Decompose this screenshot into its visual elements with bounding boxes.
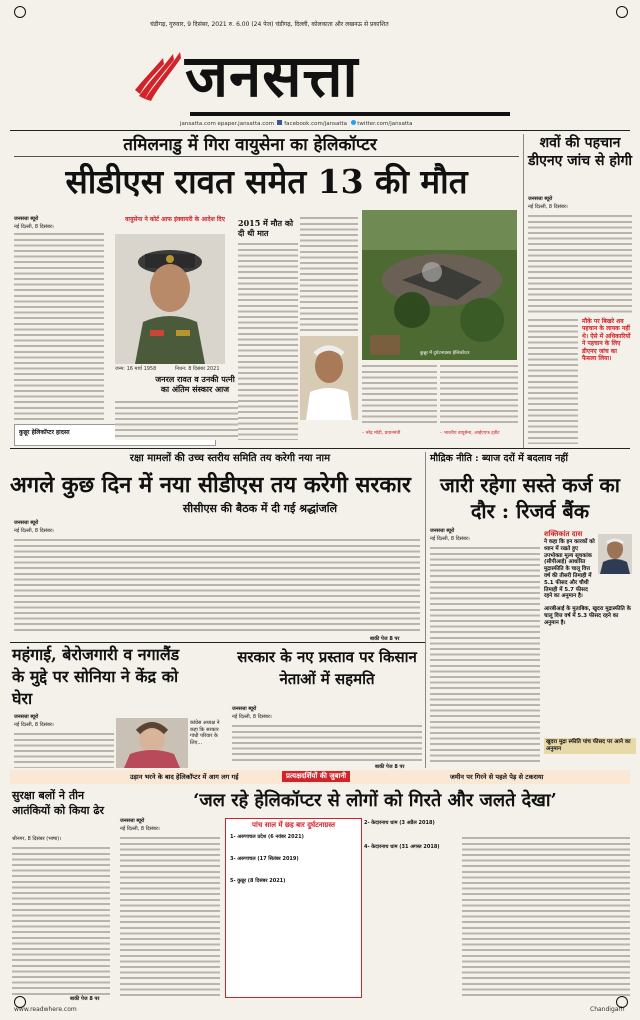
sonia-portrait [116, 718, 188, 768]
rbi-dateline: नई दिल्ली, 8 दिसंबर। [430, 536, 470, 542]
modi-quote [362, 364, 437, 424]
lead-bottom-link: कुन्नूर हेलिकॉप्टर हादसा [19, 429, 70, 436]
cds-kicker: रक्षा मामलों की उच्च स्तरीय समिति तय करेगी नया नाम [129, 453, 331, 464]
rbi-headline: जारी रहेगा सस्ते कर्ज का दौर : रिजर्व बैंक [440, 473, 620, 523]
facebook-icon [277, 120, 282, 125]
twitter-link[interactable]: twitter.com/jansatta [357, 121, 413, 127]
dna-byline: जनसत्ता ब्यूरो [528, 196, 553, 202]
funeral-heading: जनरल रावत व उनकी पत्नी का अंतिम संस्कार आज [155, 374, 235, 394]
dna-dateline: नई दिल्ली, 8 दिसंबर। [528, 204, 568, 210]
eyewitness-body-2 [462, 836, 630, 996]
rbi-byline: जनसत्ता ब्यूरो [430, 528, 455, 534]
rbi-body [430, 546, 540, 762]
lead-body-col1 [14, 232, 104, 420]
eyewitness-dateline: नई दिल्ली, 8 दिसंबर। [120, 826, 160, 832]
lead-dateline: नई दिल्ली, 8 दिसंबर। [14, 224, 54, 230]
accidents-box [225, 818, 362, 998]
farmers-byline: जनसत्ता ब्यूरो [232, 706, 257, 712]
facebook-link[interactable]: facebook.com/jansatta [284, 121, 348, 127]
sonia-headline: महंगाई, बेरोजगारी व नगालैंड के मुद्दे पर सोनिया ने केंद्र को घेरा [12, 645, 180, 708]
lead-kicker-rule [14, 156, 519, 157]
militants-headline: सुरक्षा बलों ने तीन आतंकियों को किया ढेर [12, 789, 105, 817]
masthead-dateline: चंडीगढ़, गुरुवार, 9 दिसंबर, 2021 रु. 6.00 (24 पेज) चंडीगढ़, दिल्ली, कोलकाता और लखनऊ से प्रकाशित [150, 21, 389, 28]
rbi-side-bottom: खुदरा मुद्रा स्फीति पांच फीसद पर आने का अनुमान [544, 738, 636, 754]
cds-dateline: नई दिल्ली, 8 दिसंबर। [14, 528, 54, 534]
dna-body-a [528, 214, 632, 316]
lead-kicker: तमिलनाडु में गिरा वायुसेना का हेलिकॉप्टर [123, 135, 377, 155]
story3-rule [425, 452, 426, 768]
funeral-body [115, 400, 240, 440]
rawat-birth: जन्म: 16 मार्च 1958 [115, 366, 157, 372]
cds-subheading: सीसीएस की बैठक में दी गई श्रद्धांजलि [182, 502, 338, 515]
registration-mark-top-right [616, 6, 628, 18]
footer-left[interactable]: www.readwhere.com [14, 1006, 77, 1013]
cds-jump: बाकी पेज 8 पर [370, 636, 400, 642]
sonia-body [14, 732, 114, 768]
logo-bar [190, 112, 510, 116]
strip-right: जमीन पर गिरने से पहले पेड़ से टकराया [450, 773, 544, 781]
dna-callout: मौके पर बिखरे शव पहचान के लायक नहीं थे। ऐसे में अधिकारियों ने पहचान के लिए डीएनए जांच का फैसला लिया। [582, 318, 631, 363]
militants-body [12, 846, 110, 996]
web-link[interactable]: jansatta.com epaper.jansatta.com [180, 121, 274, 127]
strip-center: प्रत्यक्षदर्शियों की जुबानी [282, 771, 350, 782]
militants-jump: बाकी पेज 8 पर [70, 996, 100, 1002]
dna-headline: शवों की पहचान डीएनए जांच से होगी [528, 135, 632, 169]
registration-mark-bottom-left [14, 996, 26, 1008]
crash-site-photo [362, 210, 517, 360]
survived-2015-heading: 2015 में मौत को दी थी मात [238, 218, 294, 238]
rbi-kicker: मौद्रिक नीति : ब्याज दरों में बदलाव नहीं [430, 453, 568, 464]
modi-quote-author: – नरेंद्र मोदी, प्रधानमंत्री [362, 431, 401, 436]
registration-mark-top-left [14, 6, 26, 18]
das-portrait [598, 534, 632, 574]
masthead-rule [10, 130, 630, 131]
cds-headline: अगले कुछ दिन में नया सीडीएस तय करेगी सरकार [10, 472, 411, 498]
farmers-jump: बाकी पेज 8 पर [375, 764, 405, 770]
farmers-body [232, 724, 422, 764]
strip-left: उड़ान भरने के बाद हेलिकॉप्टर में आग लग गई [130, 773, 239, 781]
logo-flame-icon [135, 44, 185, 104]
lead-byline: जनसत्ता ब्यूरो [14, 216, 39, 222]
eyewitness-byline: जनसत्ता ब्यूरो [120, 818, 145, 824]
section-rule-2 [10, 642, 425, 643]
das-quote-2: आरबीआई के मुताबिक, खुदरा मुद्रास्फीति के चालू वित्त वर्ष में 5.3 फीसद रहने का अनुमान है। [544, 606, 631, 626]
sonia-byline: जनसत्ता ब्यूरो [14, 714, 39, 720]
registration-mark-bottom-right [616, 996, 628, 1008]
survived-2015-body [238, 242, 298, 440]
section-rule-1 [10, 448, 630, 449]
lead-headline: सीडीएस रावत समेत 13 की मौत [65, 162, 468, 201]
eyewitness-strip [10, 770, 630, 784]
cds-byline: जनसत्ता ब्यूरो [14, 520, 39, 526]
dna-body-b [528, 318, 578, 444]
sonia-dateline: नई दिल्ली, 8 दिसंबर। [14, 722, 54, 728]
das-quote: ने कहा कि इन कारकों को ध्यान में रखते हुए उपभोक्ता मूल्य सूचकांक (सीपीआई) आधारित मुद्रास्फीति के चालू वित्त वर्ष की तीसरी तिमाही में 5.1 फीसद और चौथी तिमाही में 5.7 फीसद रहने का अनुमान है। [544, 539, 595, 600]
accident-item: 2- केदारनाथ धाम (3 अप्रैल 2018) [364, 820, 435, 826]
crash-photo-caption: कुन्नूर में दुर्घटनाग्रस्त हेलिकॉप्टर [420, 351, 470, 356]
right-column-rule [523, 134, 524, 449]
militants-dateline: श्रीनगर, 8 दिसंबर (भाषा)। [12, 836, 62, 842]
iaf-quote-author: – भारतीय वायुसेना, आईएएफ ट्वीट [440, 431, 500, 436]
sonia-photo-caption: कांग्रेस अध्यक्ष ने कहा कि सरकार गांधी परिवार के लिए... [190, 720, 220, 746]
footer-right: Chandigarh [590, 1006, 625, 1013]
masthead-links [180, 120, 480, 127]
masthead-logo: जनसत्ता [185, 42, 359, 110]
rawat-portrait [115, 234, 225, 364]
accidents-box-2 [364, 818, 460, 996]
accidents-box-title: पांच साल में छह बार दुर्घटनाग्रस्त [252, 821, 335, 829]
accident-item: 4- केदारनाथ धाम (31 अगस्त 2018) [364, 844, 440, 850]
accident-item: 1- अरुणाचल प्रदेश (6 नवंबर 2021) [230, 834, 304, 840]
farmers-headline: सरकार के नए प्रस्ताव पर किसान नेताओं में सहमति [237, 648, 417, 688]
lead-photo-caption-top: वायुसेना ने कोर्ट आफ इंक्वायरी के आदेश दिए [125, 216, 225, 223]
rawat-death: निधन: 8 दिसंबर 2021 [175, 366, 220, 372]
accident-item: 5- कुन्नूर (8 दिसंबर 2021) [230, 878, 286, 884]
kovind-portrait [300, 336, 358, 420]
farmers-dateline: नई दिल्ली, 8 दिसंबर। [232, 714, 272, 720]
twitter-icon [351, 120, 356, 125]
eyewitness-headline: ‘जल रहे हेलिकॉप्टर से लोगों को गिरते और जलते देखा’ [193, 790, 557, 811]
iaf-quote [440, 364, 518, 424]
accident-item: 3- अरुणाचल (17 सितंबर 2019) [230, 856, 299, 862]
eyewitness-body-1 [120, 836, 220, 996]
cds-body [14, 538, 420, 634]
lead-body-col4 [300, 216, 358, 332]
das-name: शक्तिकांत दास [544, 530, 583, 538]
